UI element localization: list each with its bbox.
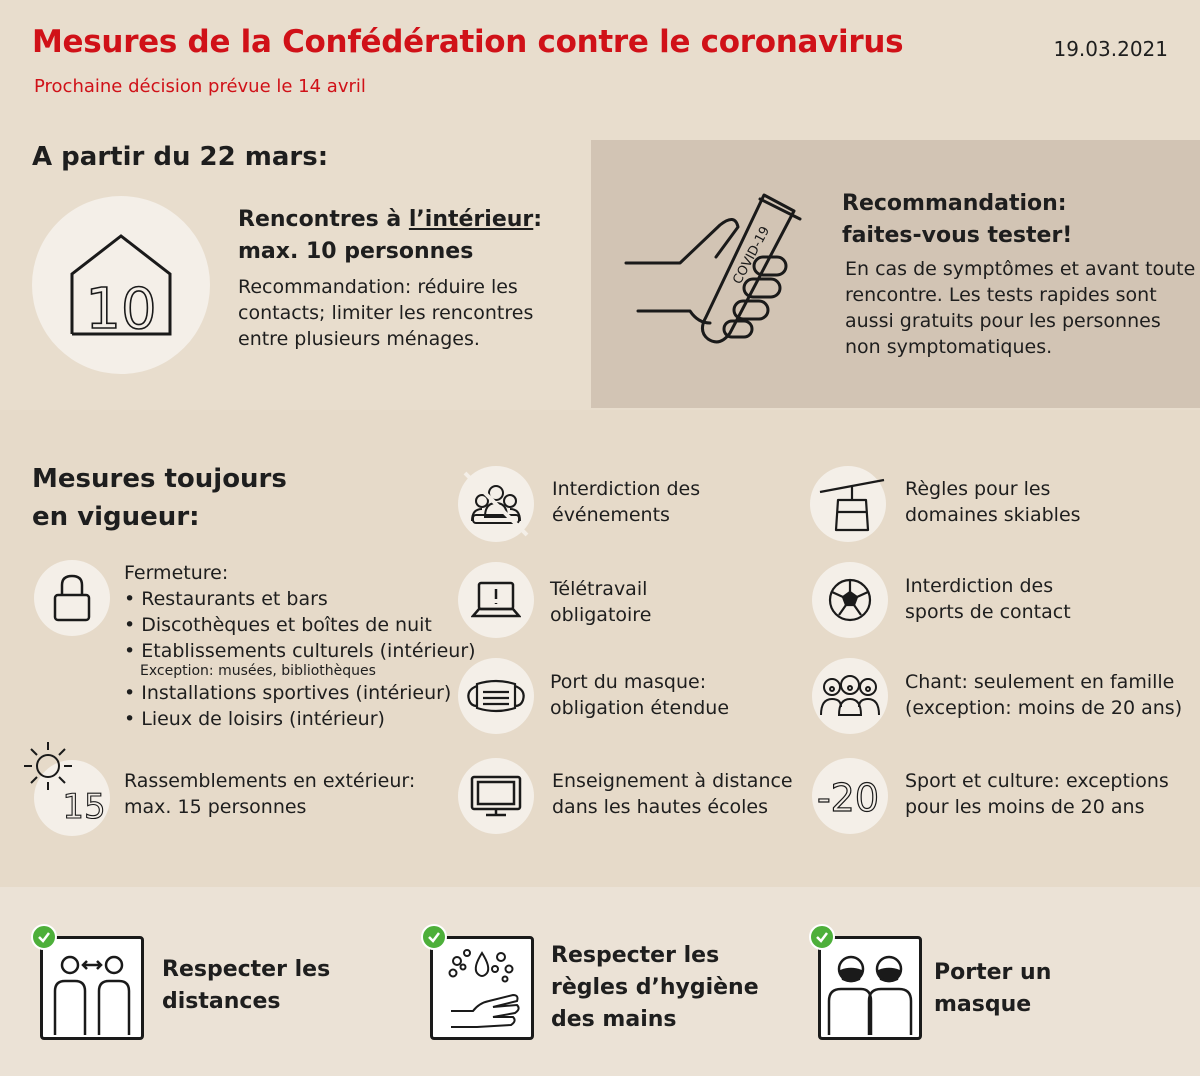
- football-icon: [827, 577, 873, 623]
- sun-icon: [22, 738, 118, 828]
- hygiene-box: [430, 936, 534, 1040]
- remote-text: Télétravail obligatoire: [550, 578, 652, 626]
- under20-number: -20: [816, 776, 880, 820]
- lock-icon: [52, 573, 92, 623]
- face-mask-icon: [463, 676, 529, 716]
- wear-mask-box: [818, 936, 922, 1040]
- distance-icon: [43, 939, 141, 1037]
- under20-icon: [812, 771, 888, 821]
- house-badge: [32, 196, 210, 374]
- distance-text: Respecter les distances: [162, 957, 331, 1014]
- singing-badge: [812, 658, 888, 734]
- masked-people-icon: [821, 939, 919, 1037]
- sport-text: Interdiction des sports de contact: [905, 575, 1071, 623]
- events-text: Interdiction des événements: [552, 478, 701, 526]
- cable-car-icon: [818, 470, 886, 538]
- sport-badge: [812, 562, 888, 638]
- under20-badge: [812, 758, 888, 834]
- wear-mask-text: Porter un masque: [934, 960, 1052, 1017]
- under20-text: Sport et culture: exceptions pour les moins de 20 ans: [905, 770, 1169, 818]
- mask-badge: [458, 658, 534, 734]
- measures-heading: Mesures toujours en vigueur:: [32, 464, 287, 532]
- outdoor-text: Rassemblements en extérieur: max. 15 personnes: [124, 770, 416, 818]
- covid-test-icon: [620, 185, 810, 350]
- covid-label: COVID-19: [730, 224, 774, 287]
- family-singing-icon: [819, 673, 881, 719]
- meetings-title-line2: max. 10 personnes: [238, 239, 474, 264]
- no-events-icon: [463, 471, 529, 537]
- laptop-icon: [471, 580, 521, 620]
- lock-badge: [34, 560, 110, 636]
- meetings-title: Rencontres à l’intérieur:: [238, 207, 543, 232]
- teaching-text: Enseignement à distance dans les hautes écoles: [552, 770, 793, 818]
- mask-text: Port du masque: obligation étendue: [550, 671, 730, 719]
- outdoor-number: 15: [62, 787, 106, 827]
- closure-list: Fermeture: • Restaurants et bars • Discothèques et boîtes de nuit • Etablissements culturels (intérieur) Exception: musées, bibliothèques • Installations sportives (intérieur) • Lieux de loisirs (intérieur): [124, 562, 476, 730]
- check-icon: [421, 924, 447, 950]
- remote-badge: [458, 562, 534, 638]
- distance-box: [40, 936, 144, 1040]
- check-icon: [31, 924, 57, 950]
- meetings-text: Recommandation: réduire les contacts; limiter les rencontres entre plusieurs ménages.: [238, 276, 534, 350]
- monitor-icon: [469, 774, 523, 818]
- singing-text: Chant: seulement en famille (exception: moins de 20 ans): [905, 671, 1183, 719]
- section-heading: A partir du 22 mars:: [32, 142, 329, 172]
- hygiene-text: Respecter les règles d’hygiène des mains: [551, 943, 759, 1032]
- date-label: 19.03.2021: [1053, 37, 1168, 61]
- events-badge: [458, 466, 534, 542]
- house-icon: [66, 230, 176, 340]
- teaching-badge: [458, 758, 534, 834]
- handwash-icon: [433, 939, 531, 1037]
- page-title: Mesures de la Confédération contre le coronavirus: [32, 24, 904, 60]
- page-subtitle: Prochaine décision prévue le 14 avril: [34, 76, 366, 97]
- test-title: Recommandation: faites-vous tester!: [842, 191, 1073, 248]
- check-icon: [809, 924, 835, 950]
- house-number: 10: [85, 277, 157, 340]
- test-text: En cas de symptômes et avant toute rencontre. Les tests rapides sont aussi gratuits pour les personnes non symptomatiques.: [845, 258, 1196, 358]
- ski-text: Règles pour les domaines skiables: [905, 478, 1081, 526]
